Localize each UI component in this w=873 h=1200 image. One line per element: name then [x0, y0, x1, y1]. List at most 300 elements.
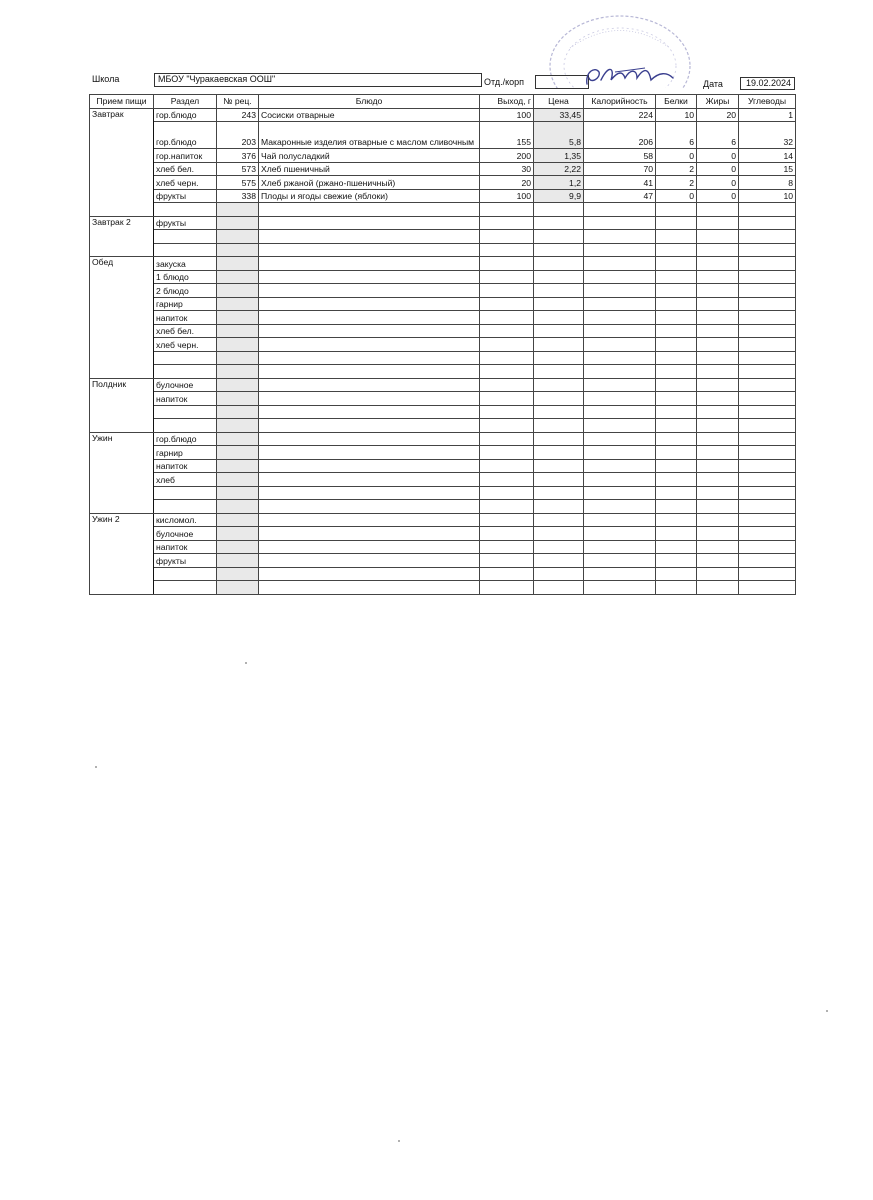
meal-name: Обед — [90, 257, 154, 379]
protein-cell — [656, 473, 697, 487]
protein-cell — [656, 419, 697, 433]
price-cell — [534, 351, 584, 365]
dish-cell — [259, 486, 480, 500]
carbs-cell — [739, 446, 796, 460]
section-cell: хлеб бел. — [154, 324, 217, 338]
recipe-cell — [217, 500, 259, 514]
section-cell — [154, 567, 217, 581]
recipe-cell — [217, 527, 259, 541]
carbs-cell — [739, 351, 796, 365]
school-field[interactable]: МБОУ "Чуракаевская ООШ" — [154, 73, 482, 87]
section-cell: закуска — [154, 257, 217, 271]
price-cell — [534, 284, 584, 298]
kcal-cell — [584, 500, 656, 514]
yield-cell — [480, 257, 534, 271]
meal-name: Завтрак 2 — [90, 216, 154, 257]
table-row — [90, 365, 796, 379]
col-fat: Жиры — [697, 95, 739, 109]
section-cell: напиток — [154, 459, 217, 473]
carbs-cell — [739, 432, 796, 446]
protein-cell — [656, 297, 697, 311]
carbs-cell — [739, 324, 796, 338]
col-recipe: № рец. — [217, 95, 259, 109]
dish-cell — [259, 365, 480, 379]
date-label: Дата — [703, 79, 723, 89]
protein-cell — [656, 270, 697, 284]
price-cell — [534, 243, 584, 257]
table-row — [90, 567, 796, 581]
table-row — [90, 351, 796, 365]
recipe-cell — [217, 540, 259, 554]
price-cell — [534, 392, 584, 406]
kcal-cell: 47 — [584, 189, 656, 203]
fat-cell — [697, 338, 739, 352]
recipe-cell — [217, 230, 259, 244]
fat-cell — [697, 581, 739, 595]
recipe-cell — [217, 378, 259, 392]
yield-cell — [480, 297, 534, 311]
table-row — [90, 108, 796, 122]
price-cell — [534, 567, 584, 581]
dish-cell — [259, 567, 480, 581]
yield-cell — [480, 311, 534, 325]
section-cell: 2 блюдо — [154, 284, 217, 298]
table-row — [90, 527, 796, 541]
col-meal: Прием пищи — [90, 95, 154, 109]
dish-cell — [259, 297, 480, 311]
fat-cell — [697, 216, 739, 230]
fat-cell — [697, 392, 739, 406]
price-cell — [534, 513, 584, 527]
price-cell — [534, 459, 584, 473]
fat-cell — [697, 405, 739, 419]
recipe-cell: 243 — [217, 108, 259, 122]
protein-cell — [656, 567, 697, 581]
protein-cell — [656, 500, 697, 514]
table-row — [90, 284, 796, 298]
section-cell: гарнир — [154, 297, 217, 311]
yield-cell: 100 — [480, 108, 534, 122]
kcal-cell — [584, 324, 656, 338]
carbs-cell: 1 — [739, 108, 796, 122]
table-row — [90, 149, 796, 163]
fat-cell — [697, 540, 739, 554]
recipe-cell — [217, 297, 259, 311]
kcal-cell — [584, 216, 656, 230]
yield-cell — [480, 554, 534, 568]
yield-cell: 20 — [480, 176, 534, 190]
price-cell — [534, 500, 584, 514]
carbs-cell: 10 — [739, 189, 796, 203]
yield-cell — [480, 567, 534, 581]
yield-cell — [480, 486, 534, 500]
recipe-cell — [217, 432, 259, 446]
dish-cell: Плоды и ягоды свежие (яблоки) — [259, 189, 480, 203]
kcal-cell — [584, 446, 656, 460]
kcal-cell: 41 — [584, 176, 656, 190]
yield-cell — [480, 284, 534, 298]
price-cell — [534, 446, 584, 460]
kcal-cell — [584, 203, 656, 217]
dish-cell — [259, 378, 480, 392]
recipe-cell — [217, 203, 259, 217]
price-cell — [534, 527, 584, 541]
dish-cell — [259, 392, 480, 406]
fat-cell — [697, 230, 739, 244]
yield-cell — [480, 513, 534, 527]
carbs-cell — [739, 459, 796, 473]
protein-cell — [656, 392, 697, 406]
dish-cell — [259, 230, 480, 244]
protein-cell — [656, 378, 697, 392]
table-row — [90, 446, 796, 460]
kcal-cell — [584, 459, 656, 473]
table-row — [90, 419, 796, 433]
fat-cell — [697, 419, 739, 433]
protein-cell — [656, 243, 697, 257]
section-cell: булочное — [154, 378, 217, 392]
price-cell — [534, 554, 584, 568]
section-cell: гор.блюдо — [154, 432, 217, 446]
recipe-cell — [217, 419, 259, 433]
fat-cell — [697, 297, 739, 311]
protein-cell — [656, 311, 697, 325]
kcal-cell — [584, 392, 656, 406]
carbs-cell — [739, 311, 796, 325]
carbs-cell — [739, 203, 796, 217]
carbs-cell: 14 — [739, 149, 796, 163]
kcal-cell: 206 — [584, 122, 656, 149]
table-row — [90, 405, 796, 419]
protein-cell — [656, 338, 697, 352]
recipe-cell: 575 — [217, 176, 259, 190]
meal-name: Завтрак — [90, 108, 154, 216]
yield-cell: 155 — [480, 122, 534, 149]
table-row — [90, 486, 796, 500]
yield-cell — [480, 365, 534, 379]
kcal-cell — [584, 338, 656, 352]
protein-cell: 6 — [656, 122, 697, 149]
dish-cell — [259, 581, 480, 595]
yield-cell — [480, 324, 534, 338]
dish-cell — [259, 513, 480, 527]
kcal-cell — [584, 405, 656, 419]
col-carbs: Углеводы — [739, 95, 796, 109]
recipe-cell — [217, 581, 259, 595]
dish-cell — [259, 446, 480, 460]
yield-cell — [480, 378, 534, 392]
dish-cell: Хлеб пшеничный — [259, 162, 480, 176]
table-row — [90, 554, 796, 568]
yield-cell — [480, 338, 534, 352]
table-row — [90, 513, 796, 527]
protein-cell — [656, 216, 697, 230]
recipe-cell — [217, 243, 259, 257]
recipe-cell — [217, 270, 259, 284]
table-row — [90, 122, 796, 149]
fat-cell — [697, 351, 739, 365]
carbs-cell — [739, 270, 796, 284]
fat-cell — [697, 459, 739, 473]
carbs-cell — [739, 378, 796, 392]
price-cell: 9,9 — [534, 189, 584, 203]
col-protein: Белки — [656, 95, 697, 109]
protein-cell: 10 — [656, 108, 697, 122]
kcal-cell — [584, 432, 656, 446]
section-cell: хлеб — [154, 473, 217, 487]
carbs-cell — [739, 338, 796, 352]
section-cell — [154, 486, 217, 500]
section-cell: фрукты — [154, 189, 217, 203]
section-cell: напиток — [154, 311, 217, 325]
fat-cell: 0 — [697, 189, 739, 203]
kcal-cell — [584, 513, 656, 527]
price-cell — [534, 432, 584, 446]
dish-cell — [259, 405, 480, 419]
yield-cell — [480, 216, 534, 230]
menu-table — [89, 94, 796, 595]
recipe-cell — [217, 392, 259, 406]
price-cell: 33,45 — [534, 108, 584, 122]
table-row — [90, 540, 796, 554]
kcal-cell — [584, 311, 656, 325]
price-cell — [534, 540, 584, 554]
meal-name: Ужин — [90, 432, 154, 513]
protein-cell — [656, 513, 697, 527]
yield-cell — [480, 540, 534, 554]
carbs-cell — [739, 230, 796, 244]
carbs-cell — [739, 257, 796, 271]
price-cell — [534, 297, 584, 311]
recipe-cell — [217, 365, 259, 379]
table-row — [90, 176, 796, 190]
recipe-cell — [217, 338, 259, 352]
yield-cell: 200 — [480, 149, 534, 163]
table-row — [90, 324, 796, 338]
section-cell: гор.напиток — [154, 149, 217, 163]
price-cell — [534, 257, 584, 271]
protein-cell — [656, 432, 697, 446]
price-cell — [534, 230, 584, 244]
fat-cell — [697, 203, 739, 217]
fat-cell: 0 — [697, 162, 739, 176]
kcal-cell — [584, 270, 656, 284]
table-row — [90, 459, 796, 473]
price-cell: 5,8 — [534, 122, 584, 149]
recipe-cell — [217, 486, 259, 500]
dish-cell — [259, 351, 480, 365]
dish-cell — [259, 459, 480, 473]
table-row — [90, 216, 796, 230]
yield-cell — [480, 581, 534, 595]
yield-cell — [480, 243, 534, 257]
recipe-cell — [217, 459, 259, 473]
kcal-cell: 70 — [584, 162, 656, 176]
dish-cell: Чай полусладкий — [259, 149, 480, 163]
carbs-cell — [739, 567, 796, 581]
dept-label: Отд./корп — [484, 77, 524, 87]
dish-cell — [259, 257, 480, 271]
carbs-cell — [739, 392, 796, 406]
carbs-cell — [739, 486, 796, 500]
fat-cell — [697, 378, 739, 392]
fat-cell — [697, 432, 739, 446]
kcal-cell — [584, 473, 656, 487]
price-cell — [534, 378, 584, 392]
recipe-cell — [217, 554, 259, 568]
yield-cell: 30 — [480, 162, 534, 176]
price-cell — [534, 203, 584, 217]
carbs-cell: 8 — [739, 176, 796, 190]
recipe-cell — [217, 405, 259, 419]
protein-cell — [656, 527, 697, 541]
signature-mark — [575, 58, 685, 92]
table-row — [90, 473, 796, 487]
recipe-cell: 376 — [217, 149, 259, 163]
fat-cell — [697, 284, 739, 298]
meal-name: Ужин 2 — [90, 513, 154, 594]
fat-cell: 0 — [697, 149, 739, 163]
kcal-cell — [584, 567, 656, 581]
price-cell — [534, 324, 584, 338]
scan-speck — [245, 662, 247, 664]
kcal-cell — [584, 581, 656, 595]
carbs-cell — [739, 297, 796, 311]
fat-cell — [697, 365, 739, 379]
dish-cell: Макаронные изделия отварные с маслом сливочным — [259, 122, 480, 149]
section-cell: хлеб бел. — [154, 162, 217, 176]
dish-cell — [259, 311, 480, 325]
dish-cell — [259, 243, 480, 257]
price-cell: 2,22 — [534, 162, 584, 176]
price-cell — [534, 419, 584, 433]
dish-cell — [259, 284, 480, 298]
recipe-cell — [217, 284, 259, 298]
recipe-cell: 573 — [217, 162, 259, 176]
carbs-cell — [739, 365, 796, 379]
carbs-cell: 32 — [739, 122, 796, 149]
carbs-cell — [739, 405, 796, 419]
yield-cell — [480, 351, 534, 365]
carbs-cell: 15 — [739, 162, 796, 176]
recipe-cell: 338 — [217, 189, 259, 203]
dish-cell — [259, 527, 480, 541]
protein-cell — [656, 284, 697, 298]
scan-speck — [826, 1010, 828, 1012]
fat-cell — [697, 324, 739, 338]
table-row — [90, 243, 796, 257]
section-cell: гор.блюдо — [154, 122, 217, 149]
protein-cell: 0 — [656, 149, 697, 163]
fat-cell — [697, 500, 739, 514]
protein-cell — [656, 554, 697, 568]
protein-cell — [656, 459, 697, 473]
yield-cell — [480, 419, 534, 433]
fat-cell — [697, 554, 739, 568]
section-cell: кисломол. — [154, 513, 217, 527]
yield-cell — [480, 527, 534, 541]
kcal-cell — [584, 527, 656, 541]
price-cell — [534, 311, 584, 325]
fat-cell: 6 — [697, 122, 739, 149]
yield-cell — [480, 405, 534, 419]
protein-cell: 0 — [656, 189, 697, 203]
fat-cell — [697, 486, 739, 500]
fat-cell — [697, 527, 739, 541]
table-row — [90, 338, 796, 352]
kcal-cell — [584, 378, 656, 392]
price-cell — [534, 405, 584, 419]
dish-cell — [259, 216, 480, 230]
yield-cell — [480, 459, 534, 473]
fat-cell — [697, 257, 739, 271]
col-kcal: Калорийность — [584, 95, 656, 109]
kcal-cell — [584, 297, 656, 311]
protein-cell — [656, 230, 697, 244]
kcal-cell — [584, 284, 656, 298]
menu-body — [90, 108, 796, 594]
table-row — [90, 297, 796, 311]
kcal-cell — [584, 257, 656, 271]
section-cell: булочное — [154, 527, 217, 541]
yield-cell — [480, 270, 534, 284]
table-row — [90, 162, 796, 176]
section-cell — [154, 243, 217, 257]
table-row — [90, 189, 796, 203]
kcal-cell — [584, 365, 656, 379]
protein-cell — [656, 365, 697, 379]
fat-cell — [697, 446, 739, 460]
section-cell: напиток — [154, 392, 217, 406]
section-cell — [154, 405, 217, 419]
col-price: Цена — [534, 95, 584, 109]
recipe-cell: 203 — [217, 122, 259, 149]
price-cell — [534, 270, 584, 284]
table-row — [90, 203, 796, 217]
protein-cell — [656, 203, 697, 217]
fat-cell — [697, 243, 739, 257]
price-cell: 1,2 — [534, 176, 584, 190]
section-cell: напиток — [154, 540, 217, 554]
kcal-cell — [584, 554, 656, 568]
section-cell — [154, 351, 217, 365]
fat-cell — [697, 270, 739, 284]
recipe-cell — [217, 257, 259, 271]
date-field[interactable]: 19.02.2024 — [740, 77, 795, 90]
section-cell: гарнир — [154, 446, 217, 460]
dish-cell — [259, 324, 480, 338]
kcal-cell — [584, 419, 656, 433]
recipe-cell — [217, 216, 259, 230]
dish-cell — [259, 554, 480, 568]
price-cell — [534, 338, 584, 352]
recipe-cell — [217, 311, 259, 325]
carbs-cell — [739, 243, 796, 257]
table-row — [90, 257, 796, 271]
protein-cell: 2 — [656, 176, 697, 190]
kcal-cell: 224 — [584, 108, 656, 122]
fat-cell: 20 — [697, 108, 739, 122]
price-cell — [534, 581, 584, 595]
carbs-cell — [739, 419, 796, 433]
school-label: Школа — [92, 74, 120, 84]
protein-cell — [656, 405, 697, 419]
fat-cell — [697, 311, 739, 325]
protein-cell — [656, 446, 697, 460]
section-cell: гор.блюдо — [154, 108, 217, 122]
table-row — [90, 392, 796, 406]
table-row — [90, 500, 796, 514]
